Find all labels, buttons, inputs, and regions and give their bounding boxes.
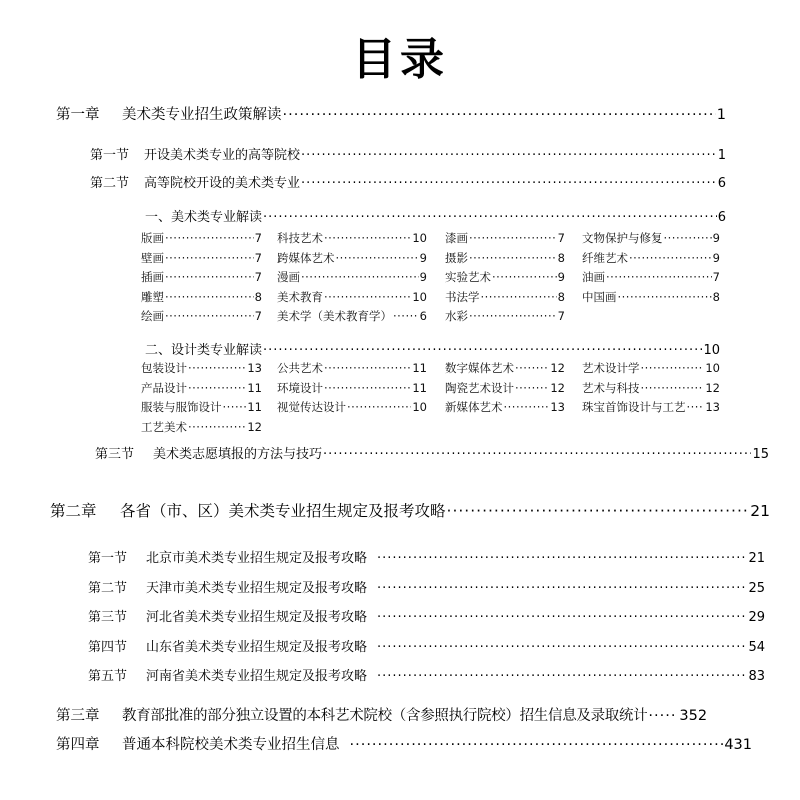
toc-subsection-art[interactable] [145,206,726,225]
leader-dots [469,231,557,245]
toc-section-2-1[interactable] [88,547,765,566]
major-name: 水彩 [445,309,468,323]
major-name: 跨媒体艺术 [277,250,335,265]
leader-dots [301,270,419,284]
major-name: 艺术与科技 [582,380,640,395]
major-name: 漆画 [445,231,468,245]
leader-dots [165,251,254,265]
leader-dots [324,381,411,395]
major-item[interactable] [277,250,427,266]
leader-dots [165,290,254,304]
major-name: 服装与服饰设计 [141,400,222,414]
leader-dots [515,361,549,375]
page-number: 9 [419,250,427,265]
major-name: 雕塑 [141,289,164,304]
leader-dots [263,210,717,225]
major-name: 美术学（美术教育学） [277,309,392,323]
major-name: 艺术设计学 [582,361,640,375]
major-name: 陶瓷艺术设计 [445,380,514,395]
leader-dots [283,107,716,123]
major-name: 中国画 [582,289,617,304]
page-number: 6 [419,309,427,323]
major-item[interactable] [277,230,427,246]
page-number: 7 [712,270,720,284]
major-name: 文物保护与修复 [582,231,663,245]
page-number: 8 [557,289,565,304]
major-item[interactable] [141,308,262,324]
leader-dots [223,400,247,414]
major-item[interactable] [141,250,262,266]
leader-dots [469,251,557,265]
section-title: 开设美术类专业的高等院校 [144,148,301,163]
leader-dots [641,381,705,395]
major-name: 油画 [582,270,605,284]
page-number: 11 [412,361,427,375]
leader-dots [687,400,705,414]
section-number: 第一节 [88,551,128,566]
major-item[interactable] [277,399,427,415]
leader-dots [618,290,712,304]
major-name: 珠宝首饰设计与工艺 [582,400,686,414]
toc-section-2-4[interactable] [88,636,765,655]
leader-dots [447,502,750,520]
section-number: 第二节 [88,581,128,596]
chapter-number: 第三章 [56,708,100,724]
page-number: 7 [254,231,262,245]
section-number: 第五节 [88,669,128,684]
page-number: 29 [748,610,765,625]
major-name: 漫画 [277,270,300,284]
page-number: 12 [705,380,720,395]
major-name: 插画 [141,270,164,284]
section-number: 第三节 [88,610,128,625]
leader-dots [324,231,411,245]
major-name: 公共艺术 [277,361,323,375]
page-number: 10 [412,231,427,245]
page-number: 431 [724,737,752,753]
leader-dots [469,309,557,323]
major-name: 版画 [141,231,164,245]
major-item[interactable] [277,360,427,376]
leader-dots [629,251,712,265]
page-number: 7 [254,270,262,284]
page-number: 7 [557,231,565,245]
subsection-title: 一、美术类专业解读 [145,210,263,225]
leader-dots [377,610,747,625]
leader-dots [323,447,751,462]
page-number: 21 [748,551,765,566]
page-number: 7 [557,309,565,323]
section-title: 河北省美术类专业招生规定及报考攻略 [146,610,368,625]
major-item[interactable] [582,289,720,305]
leader-dots [350,737,724,753]
leader-dots [481,290,557,304]
toc-section-1-2[interactable] [90,172,726,191]
section-number: 第二节 [90,176,130,191]
leader-dots [504,400,550,414]
page-number: 12 [550,361,565,375]
page-number: 6 [717,210,726,225]
major-item[interactable] [445,360,565,376]
leader-dots [664,231,712,245]
leader-dots [336,251,419,265]
toc-section-1-3[interactable] [95,443,769,462]
page-number: 11 [412,380,427,395]
leader-dots [188,381,246,395]
major-item[interactable] [445,250,565,266]
major-item[interactable] [445,230,565,246]
section-title: 高等院校开设的美术类专业 [144,176,301,191]
chapter-title: 普通本科院校美术类专业招生信息 [122,737,340,753]
major-item[interactable] [582,360,720,376]
major-name: 美术教育 [277,289,323,304]
page-number: 21 [750,502,770,520]
major-name: 产品设计 [141,380,187,395]
major-item[interactable] [582,230,720,246]
page-number: 7 [254,250,262,265]
page-number: 7 [254,309,262,323]
toc-section-1-1[interactable] [90,144,726,163]
page-number: 6 [717,176,726,191]
leader-dots [393,309,419,323]
page-number: 10 [412,400,427,414]
major-name: 纤维艺术 [582,250,628,265]
section-title: 美术类志愿填报的方法与技巧 [153,447,323,462]
toc-section-2-2[interactable] [88,577,765,596]
major-item[interactable] [277,380,427,396]
page-number: 12 [550,380,565,395]
major-item[interactable] [141,269,262,285]
page-number: 15 [752,447,769,462]
major-item[interactable] [141,230,262,246]
major-name: 壁画 [141,250,164,265]
section-title: 北京市美术类专业招生规定及报考攻略 [146,551,368,566]
page-number: 8 [557,250,565,265]
major-item[interactable] [582,269,720,285]
page-number: 54 [748,640,765,655]
page-number: 10 [705,361,720,375]
toc-section-2-3[interactable] [88,606,765,625]
chapter-title: 各省（市、区）美术类专业招生规定及报考攻略 [120,502,446,520]
page-number: 13 [550,400,565,414]
page-number: 9 [419,270,427,284]
leader-dots [165,270,254,284]
leader-dots [165,309,254,323]
major-name: 数字媒体艺术 [445,361,514,375]
major-item[interactable] [277,289,427,305]
leader-dots [165,231,254,245]
leader-dots [377,551,747,566]
chapter-number: 第二章 [50,502,97,520]
page-number: 9 [557,270,565,284]
page-number: 9 [712,231,720,245]
toc-subsection-design[interactable] [145,339,720,358]
major-item[interactable] [445,289,565,305]
leader-dots [377,669,747,684]
page-title: 目录 [352,34,448,85]
section-title: 天津市美术类专业招生规定及报考攻略 [146,581,368,596]
leader-dots [324,361,411,375]
section-title: 山东省美术类专业招生规定及报考攻略 [146,640,368,655]
chapter-title: 美术类专业招生政策解读 [122,107,282,123]
toc-chapter-3[interactable] [56,704,752,725]
leader-dots [263,343,702,358]
major-item[interactable] [582,399,720,415]
page-number: 11 [247,400,262,414]
major-name: 科技艺术 [277,231,323,245]
leader-dots [347,400,411,414]
major-item[interactable] [277,269,427,285]
major-item[interactable] [445,380,565,396]
section-number: 第四节 [88,640,128,655]
page-number: 352 [679,708,708,724]
major-name: 摄影 [445,250,468,265]
section-title: 河南省美术类专业招生规定及报考攻略 [146,669,368,684]
major-item[interactable] [582,250,720,266]
page-number: 25 [748,581,765,596]
major-name: 视觉传达设计 [277,400,346,414]
major-name: 包装设计 [141,361,187,375]
chapter-title: 教育部批准的部分独立设置的本科艺术院校（含参照执行院校）招生信息及录取统计 [122,708,648,724]
chapter-number: 第四章 [56,737,100,753]
major-name: 环境设计 [277,380,323,395]
section-number: 第三节 [95,447,135,462]
major-item[interactable] [141,380,262,396]
leader-dots [515,381,549,395]
page-number: 83 [748,669,765,684]
page-number: 11 [247,380,262,395]
major-name: 实验艺术 [445,270,491,284]
page-number: 8 [254,289,262,304]
chapter-number: 第一章 [56,107,100,123]
toc-chapter-4[interactable] [56,733,752,754]
major-name: 书法学 [445,289,480,304]
major-item[interactable] [141,419,262,435]
leader-dots [301,176,717,191]
toc-section-2-5[interactable] [88,665,765,684]
major-name: 新媒体艺术 [445,400,503,414]
leader-dots [492,270,557,284]
major-item[interactable] [141,399,262,415]
leader-dots [648,708,678,724]
page-number: 1 [716,107,726,123]
leader-dots [188,420,246,434]
major-item[interactable] [141,360,262,376]
toc-chapter-2[interactable] [50,499,770,521]
page-number: 8 [712,289,720,304]
page-number: 10 [703,343,720,358]
page-number: 9 [712,250,720,265]
page-number: 10 [412,289,427,304]
page-number: 1 [717,148,726,163]
major-item[interactable] [445,308,565,324]
major-item[interactable] [582,380,720,396]
major-name: 绘画 [141,309,164,323]
page-number: 13 [247,361,262,375]
major-item[interactable] [445,399,565,415]
leader-dots [188,361,246,375]
subsection-title: 二、设计类专业解读 [145,343,263,358]
page-number: 13 [705,400,720,414]
leader-dots [377,640,747,655]
leader-dots [377,581,747,596]
toc-chapter-1[interactable] [56,103,726,124]
leader-dots [301,148,717,163]
section-number: 第一节 [90,148,130,163]
leader-dots [641,361,705,375]
leader-dots [606,270,712,284]
major-item[interactable] [141,289,262,305]
major-item[interactable] [277,308,427,324]
page-number: 12 [247,419,262,434]
major-name: 工艺美术 [141,419,187,434]
leader-dots [324,290,411,304]
major-item[interactable] [445,269,565,285]
